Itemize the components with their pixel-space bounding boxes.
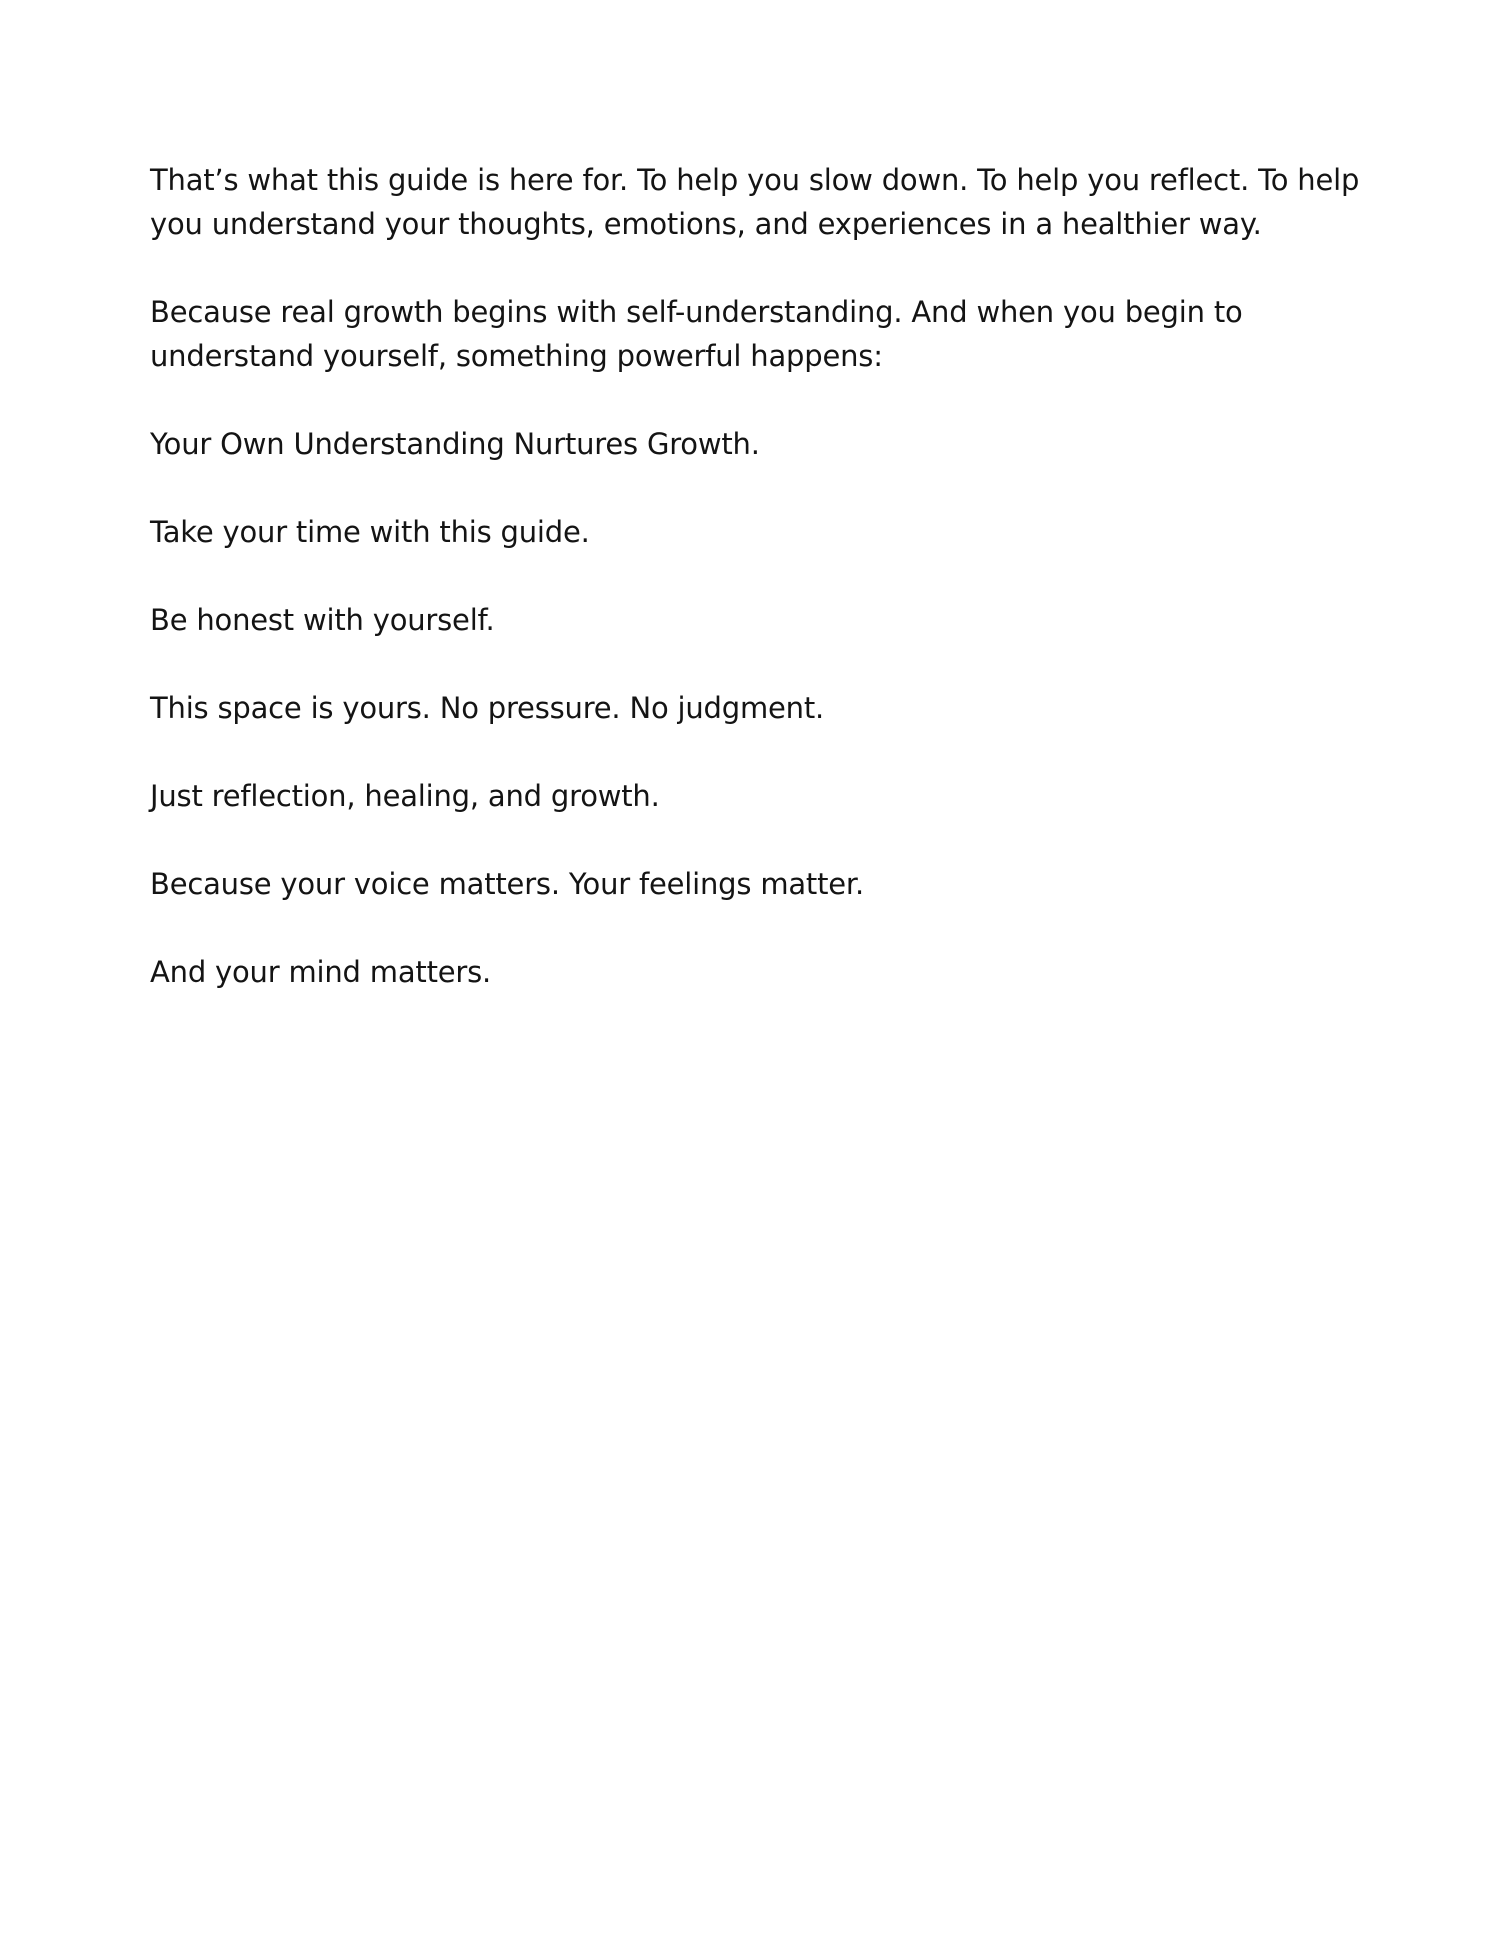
paragraph-just-reflection: Just reflection, healing, and growth. — [150, 779, 660, 813]
paragraph-guide-purpose: That’s what this guide is here for. To help you slow down. To help you reflect. To help you understand your thoughts, emotions, and experiences in a healthier way. — [150, 163, 1360, 241]
paragraph-take-your-time: Take your time with this guide. — [150, 515, 590, 549]
paragraph-be-honest: Be honest with yourself. — [150, 603, 495, 637]
body-text — [150, 158, 1370, 994]
paragraph-voice-matters: Because your voice matters. Your feelings matter. — [150, 867, 864, 901]
paragraph-understanding-nurtures: Your Own Understanding Nurtures Growth. — [150, 427, 760, 461]
paragraph-real-growth: Because real growth begins with self-understanding. And when you begin to understand yourself, something powerful happens: — [150, 295, 1243, 373]
paragraph-mind-matters: And your mind matters. — [150, 955, 492, 989]
paragraph-space-is-yours: This space is yours. No pressure. No judgment. — [150, 691, 825, 725]
